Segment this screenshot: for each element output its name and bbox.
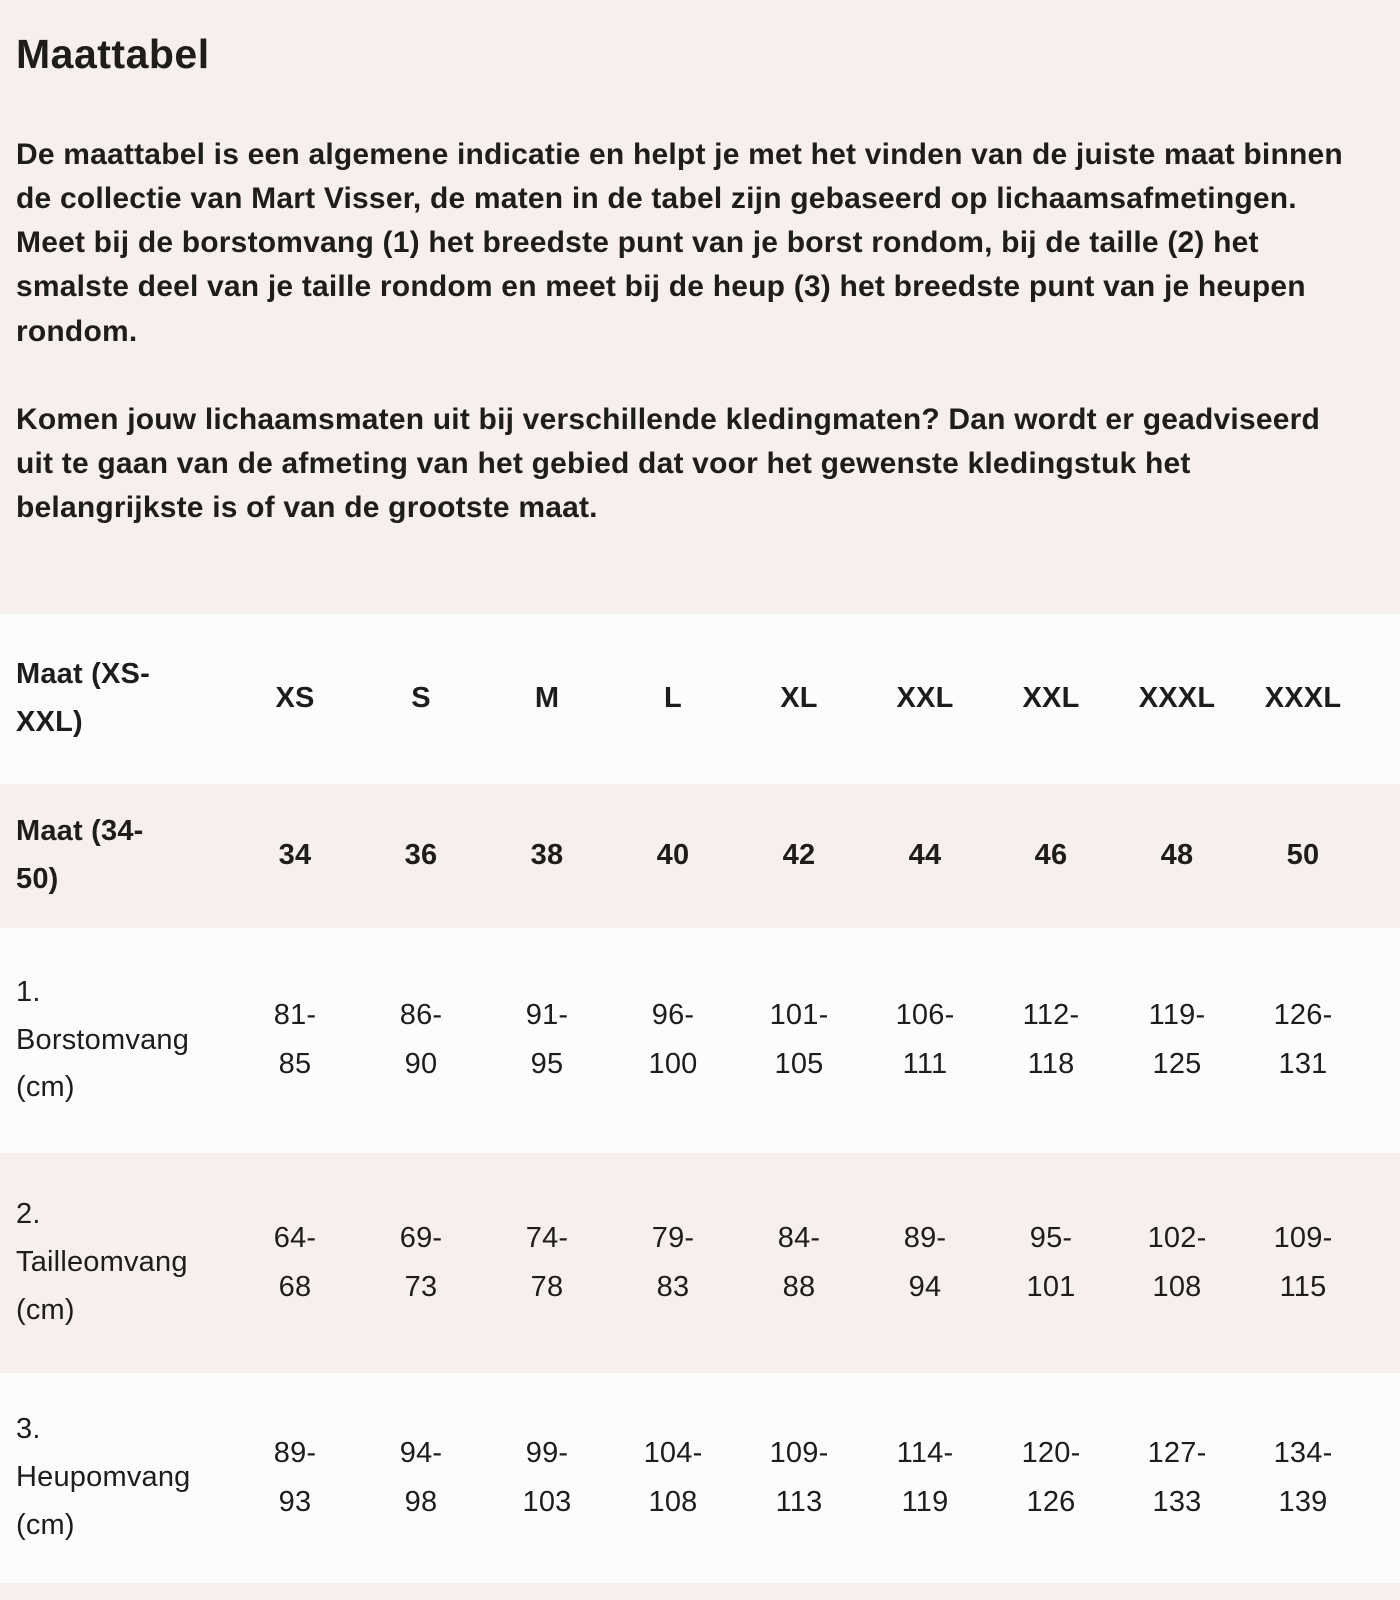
size-cell: XXL bbox=[1022, 682, 1080, 715]
size-cell: 79- 83 bbox=[651, 1221, 695, 1303]
size-cell: 106- 111 bbox=[895, 999, 955, 1081]
size-cell: 89- 93 bbox=[273, 1436, 317, 1518]
size-cell: 96- 100 bbox=[648, 999, 698, 1081]
size-cell: L bbox=[664, 682, 682, 715]
intro-paragraph-1: De maattabel is een algemene indicatie en helpt je met het vinden van de juiste maat binnen de collectie van Mart Visser, de maten in de tabel zijn gebaseerd op lichaamsafmetingen. Meet bij de borstomvang (1) het breedste punt van je borst rondom, bij de taille (2) het smalste deel van je taille rondom en meet bij de heup (3) het breedste punt van je heupen rondom. bbox=[16, 138, 1343, 348]
size-cell: 64- 68 bbox=[273, 1221, 317, 1303]
row-label: 3. Heupomvang (cm) bbox=[16, 1413, 191, 1541]
size-cell: 48 bbox=[1160, 839, 1194, 872]
size-cell: M bbox=[534, 682, 560, 715]
row-label: 2. Tailleomvang (cm) bbox=[16, 1198, 188, 1326]
size-cell: XL bbox=[780, 682, 818, 715]
row-spacer bbox=[1366, 784, 1400, 928]
size-cell: 102- 108 bbox=[1147, 1221, 1207, 1303]
size-cell: 40 bbox=[656, 839, 690, 872]
row-label: Maat (34- 50) bbox=[16, 815, 144, 895]
size-cell: 50 bbox=[1286, 839, 1320, 872]
row-spacer bbox=[1366, 1373, 1400, 1583]
size-cell: 38 bbox=[530, 839, 564, 872]
size-cell: 127- 133 bbox=[1147, 1436, 1207, 1518]
size-cell: 34 bbox=[278, 839, 312, 872]
row-spacer bbox=[1366, 1153, 1400, 1373]
size-cell: 69- 73 bbox=[399, 1221, 443, 1303]
size-guide-page bbox=[0, 30, 1400, 1600]
size-cell: 109- 115 bbox=[1273, 1221, 1333, 1303]
size-cell: 101- 105 bbox=[769, 999, 829, 1081]
size-cell: 95- 101 bbox=[1026, 1221, 1076, 1303]
table-row bbox=[0, 928, 1400, 1153]
row-label: 1. Borstomvang (cm) bbox=[16, 975, 190, 1104]
size-cell: 112- 118 bbox=[1022, 999, 1080, 1081]
size-cell: 89- 94 bbox=[903, 1221, 947, 1303]
intro-paragraph-2: Komen jouw lichaamsmaten uit bij verschillende kledingmaten? Dan wordt er geadviseerd uit te gaan van de afmeting van het gebied dat voor het gewenste kledingstuk het belangrijkste is of van de grootste maat. bbox=[16, 402, 1320, 524]
size-cell: 134- 139 bbox=[1273, 1436, 1333, 1518]
size-cell: XXXL bbox=[1264, 682, 1342, 715]
table-row bbox=[0, 614, 1400, 784]
table-row bbox=[0, 1373, 1400, 1583]
table-row bbox=[0, 1153, 1400, 1373]
size-cell: 44 bbox=[908, 839, 942, 872]
size-cell: 74- 78 bbox=[525, 1221, 569, 1303]
size-cell: 81- 85 bbox=[273, 999, 317, 1081]
size-cell: 109- 113 bbox=[769, 1436, 829, 1518]
table-row bbox=[0, 784, 1400, 928]
row-label: Maat (XS- XXL) bbox=[16, 658, 150, 738]
size-cell: 94- 98 bbox=[399, 1436, 443, 1518]
size-cell: 46 bbox=[1034, 839, 1068, 872]
size-cell: 36 bbox=[404, 839, 438, 872]
size-cell: 119- 125 bbox=[1148, 999, 1206, 1081]
size-cell: XXXL bbox=[1138, 682, 1216, 715]
size-cell: 114- 119 bbox=[896, 1436, 954, 1518]
size-table bbox=[0, 614, 1400, 1583]
size-cell: 42 bbox=[782, 839, 816, 872]
size-cell: XS bbox=[275, 682, 315, 715]
size-cell: 120- 126 bbox=[1021, 1436, 1081, 1518]
size-cell: 84- 88 bbox=[777, 1221, 821, 1303]
size-cell: 104- 108 bbox=[643, 1436, 703, 1518]
row-spacer bbox=[1366, 614, 1400, 784]
size-cell: 126- 131 bbox=[1273, 999, 1333, 1081]
size-table-body bbox=[0, 614, 1400, 1583]
page-title: Maattabel bbox=[16, 31, 210, 77]
row-spacer bbox=[1366, 928, 1400, 1153]
size-cell: 91- 95 bbox=[525, 999, 569, 1081]
size-cell: XXL bbox=[896, 682, 954, 715]
size-cell: 86- 90 bbox=[399, 999, 443, 1081]
size-cell: S bbox=[411, 682, 431, 715]
size-cell: 99- 103 bbox=[522, 1436, 572, 1518]
